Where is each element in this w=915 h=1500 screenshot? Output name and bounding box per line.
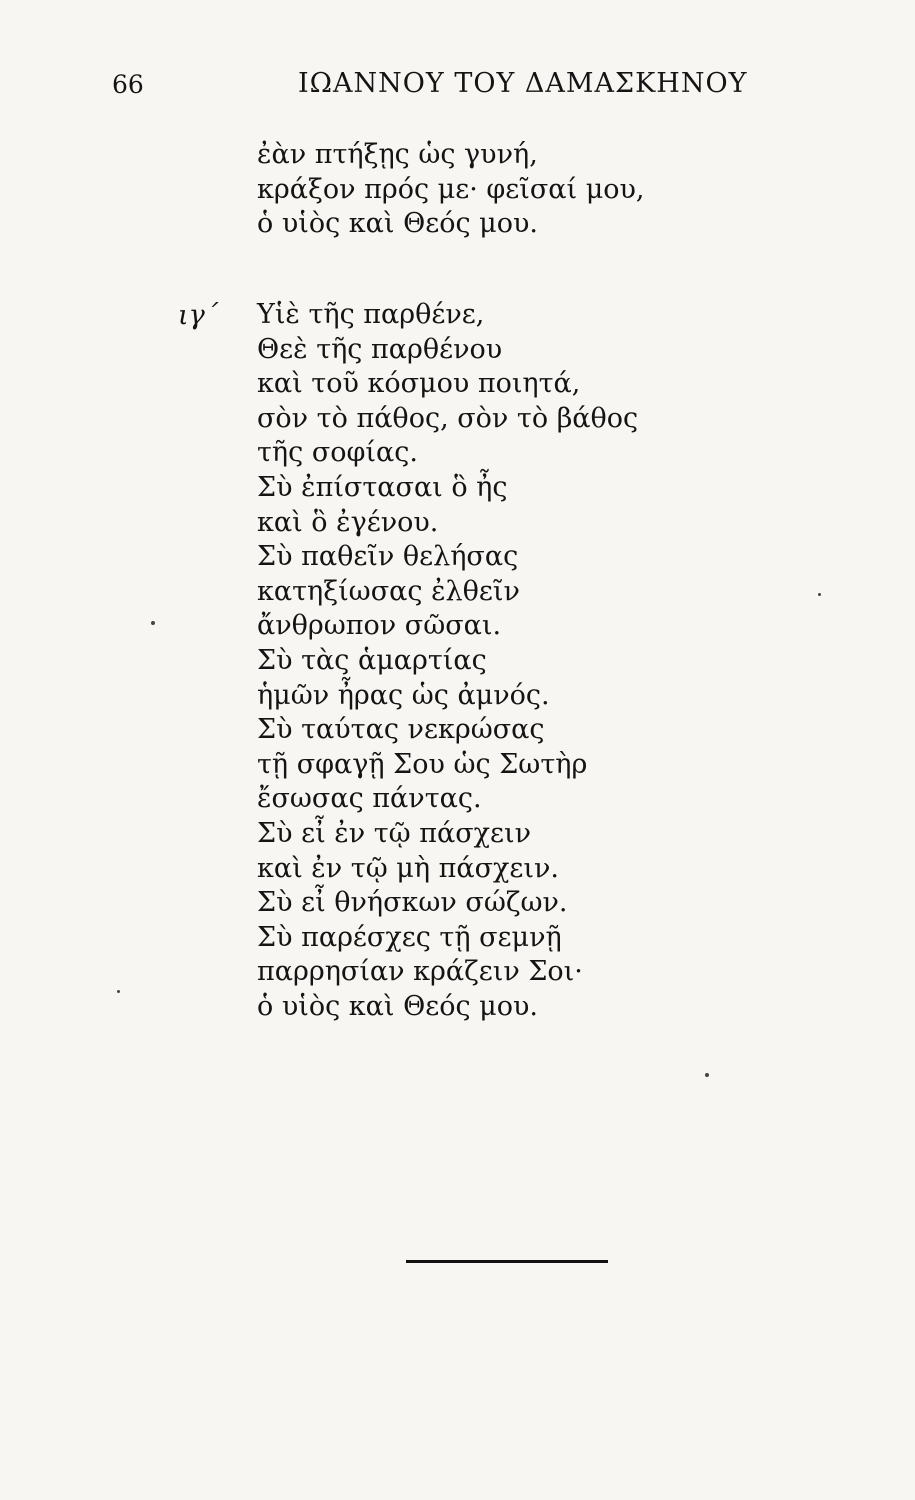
- stanza-continued: [257, 138, 645, 242]
- verse-line: ὁ υἱὸς καὶ Θεός μου.: [257, 990, 538, 1022]
- verse-line: καὶ ὃ ἐγένου.: [257, 506, 439, 538]
- verse-line: ἡμῶν ἦρας ὡς ἀμνός.: [257, 679, 550, 711]
- verse-line: ὁ υἱὸς καὶ Θεός μου.: [257, 208, 538, 240]
- verse-line: κατηξίωσας ἐλθεῖν: [257, 575, 520, 607]
- verse-line: κράξον πρός με· φεῖσαί μου,: [257, 173, 645, 205]
- print-speck: [151, 621, 155, 625]
- verse-line: τῆς σοφίας.: [257, 437, 418, 469]
- verse-line: σὸν τὸ πάθος, σὸν τὸ βάθος: [257, 402, 639, 434]
- verse-line: Σὺ εἶ θνήσκων σώζων.: [257, 887, 568, 919]
- running-title: ΙΩΑΝΝΟΥ ΤΟΥ ΔΑΜΑΣΚΗΝΟΥ: [298, 68, 748, 99]
- stanza-13: [257, 298, 638, 1024]
- verse-line: Υἱὲ τῆς παρθένε,: [257, 299, 485, 330]
- verse-line: Σὺ παρέσχες τῇ σεμνῇ: [257, 921, 562, 953]
- stanza-number: ιγ´: [178, 300, 219, 331]
- verse-line: Θεὲ τῆς παρθένου: [257, 333, 503, 365]
- verse-line: Σὺ τὰς ἁμαρτίας: [257, 644, 487, 676]
- verse-line: ἄνθρωπον σῶσαι.: [257, 610, 502, 642]
- end-rule-divider: [406, 1260, 608, 1263]
- verse-line: τῇ σφαγῇ Σου ὡς Σωτὴρ: [257, 748, 588, 780]
- verse-line: καὶ τοῦ κόσμου ποιητά,: [257, 368, 581, 400]
- verse-line: Σὺ εἶ ἐν τῷ πάσχειν: [257, 817, 532, 849]
- verse-line: ἐὰν πτήξῃς ὡς γυνή,: [257, 139, 538, 170]
- verse-line: ἔσωσας πάντας.: [257, 783, 482, 815]
- print-speck: [117, 990, 120, 993]
- print-speck: [705, 1073, 709, 1077]
- page-number: 66: [112, 70, 144, 99]
- verse-line: Σὺ ἐπίστασαι ὃ ἦς: [257, 471, 508, 503]
- verse-line: Σὺ ταύτας νεκρώσας: [257, 714, 545, 746]
- verse-line: παρρησίαν κράζειν Σοι·: [257, 956, 583, 988]
- print-speck: [818, 593, 821, 596]
- verse-line: καὶ ἐν τῷ μὴ πάσχειν.: [257, 852, 559, 884]
- verse-line: Σὺ παθεῖν θελήσας: [257, 541, 519, 573]
